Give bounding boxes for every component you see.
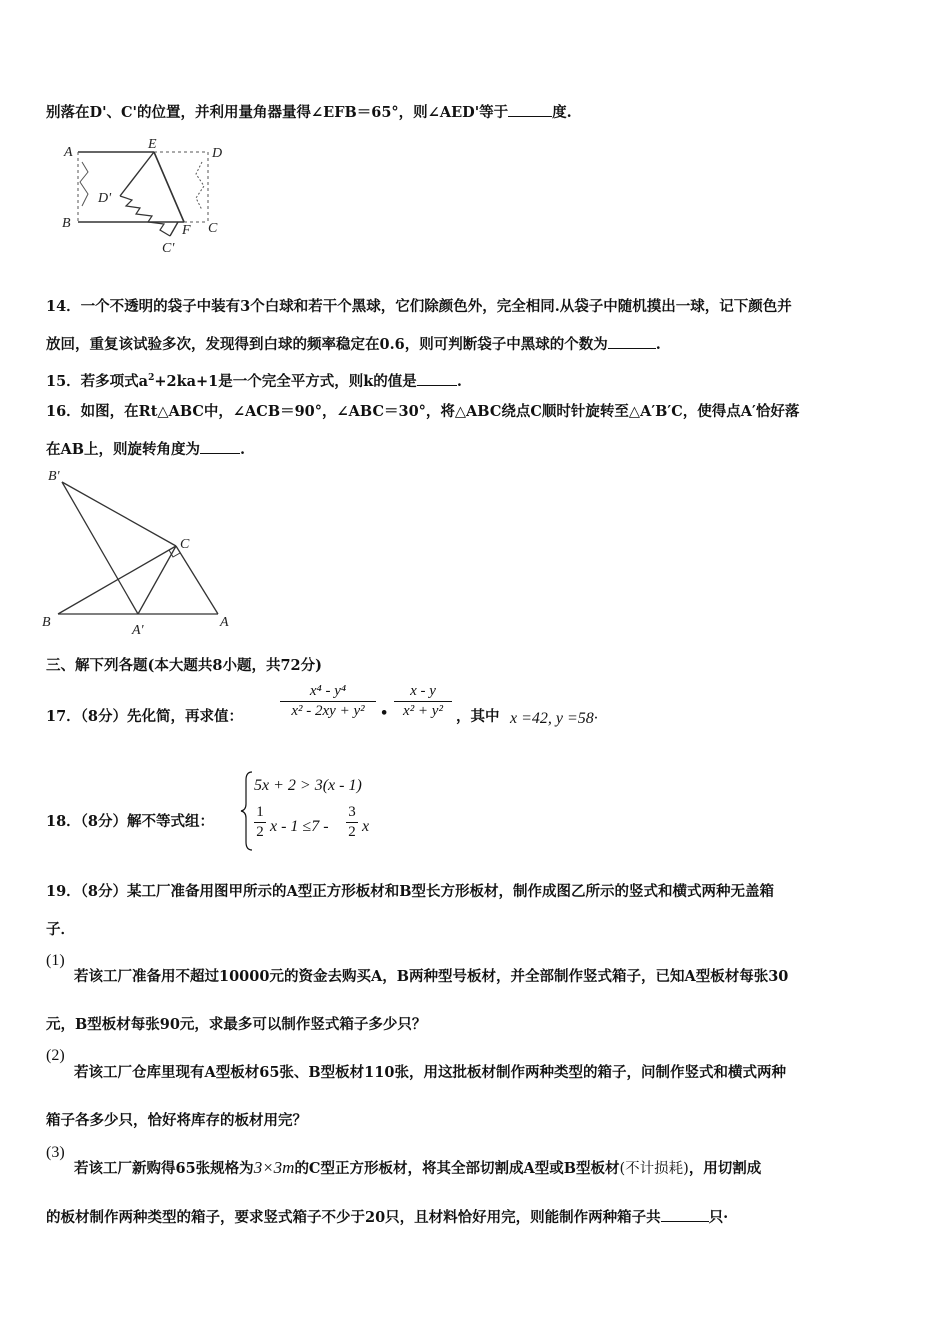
- q17-fraction-2: [394, 683, 452, 720]
- section-3-heading: 三、解下列各题(本大题共8小题，共72分): [46, 657, 322, 674]
- q19-part1-line2: 元，B型板材每张90元，求最多可以制作竖式箱子多少只？: [46, 1016, 427, 1033]
- q14-blank: [608, 334, 656, 349]
- q19-part1-number: (1): [46, 952, 65, 969]
- q19-p3-line2-text: 的板材制作两种类型的箱子，要求竖式箱子不少于20只，且材料恰好用完，则能制作两种箱子共: [46, 1209, 661, 1226]
- q18-inequality-1: 5x + 2 > 3(x - 1): [254, 777, 362, 794]
- q18-inequality-2: x - 1 ≤7 -: [270, 818, 329, 835]
- q17-fraction-1: [280, 683, 376, 720]
- q16-text: 在AB上，则旋转角度为: [46, 441, 201, 458]
- fig13-label-C: C: [208, 221, 218, 236]
- q19-part3-line1: [74, 1158, 761, 1179]
- figure-13: [56, 136, 236, 256]
- q17-mid: ，其中: [456, 708, 500, 725]
- q18-pre: 18．（8分）解不等式组：: [46, 813, 215, 830]
- q15-line: [46, 368, 462, 392]
- q17-f2-bar: [394, 701, 452, 702]
- q19-part3-number: (3): [46, 1144, 65, 1161]
- q19-p3-post: ，用切割成: [688, 1160, 762, 1177]
- fig16-label-B: B: [42, 615, 51, 630]
- q17-f1-denominator: x² - 2xy + y²: [291, 703, 365, 719]
- q14-end: .: [655, 336, 661, 353]
- q13-blank: [508, 102, 552, 117]
- fig16-label-A: A: [220, 615, 229, 630]
- q19-part1-line1: 若该工厂准备用不超过10000元的资金去购买A，B两种型号板材，并全部制作竖式箱子，已知A型板材每张30: [74, 968, 789, 985]
- q18-half-num: 1: [256, 804, 264, 820]
- q19-p3-paren: (不计损耗): [619, 1161, 689, 1177]
- q16-blank: [200, 439, 240, 454]
- q15-pre: 15．若多项式a: [46, 372, 149, 390]
- q19-part2-number: (2): [46, 1047, 65, 1064]
- q17-pre: 17．（8分）先化简，再求值：: [46, 708, 244, 725]
- q17-dot: •: [380, 706, 389, 721]
- q17-f2-denominator: x² + y²: [403, 703, 443, 719]
- q19-line2: 子．: [46, 921, 75, 938]
- q19-p3-blank: [661, 1207, 709, 1222]
- q19-line1: 19．（8分）某工厂准备用图甲所示的A型正方形板材和B型长方形板材，制作成图乙所示的竖式和横式两种无盖箱: [46, 883, 775, 900]
- q17-condition: x =42, y =58·: [510, 710, 598, 727]
- q13-unit: 度.: [552, 104, 572, 121]
- q15-sup: 2: [148, 373, 155, 383]
- q18-half-fraction: [254, 804, 266, 841]
- q19-part2-line2: 箱子各多少只，恰好将库存的板材用完？: [46, 1112, 307, 1129]
- q14-text: 放回，重复该试验多次，发现得到白球的频率稳定在0.6，则可判断袋子中黑球的个数为: [46, 336, 608, 353]
- q17-f1-numerator: x⁴ - y⁴: [309, 683, 347, 699]
- q16-end: .: [240, 441, 246, 458]
- q16-line1: 16．如图，在Rt△ABC中，∠ACB＝90°，∠ABC＝30°，将△ABC绕点C顺时针旋转至△A′B′C，使得点A′恰好落: [46, 403, 800, 420]
- fig13-label-A: A: [64, 145, 73, 160]
- q19-p3-pre: 若该工厂新购得65张规格为: [74, 1160, 254, 1177]
- q17-f1-bar: [280, 701, 376, 702]
- q13-line: [46, 102, 572, 123]
- q18-three-den: 2: [348, 824, 356, 840]
- q19-part3-line2: [46, 1207, 728, 1228]
- q18-three-num: 3: [348, 804, 356, 820]
- q19-p3-dimension: 3×3m: [253, 1158, 295, 1177]
- q15-post: +2ka+1是一个完全平方式，则k的值是: [154, 372, 417, 390]
- q17-f2-numerator: x - y: [410, 683, 436, 699]
- fig13-label-Dp: D': [98, 191, 112, 206]
- q18-three-bar: [346, 822, 358, 823]
- q18-three-halves-fraction: [346, 804, 358, 841]
- fig16-label-C: C: [180, 537, 190, 552]
- q18-inequality-2-end: x: [362, 818, 370, 835]
- fig13-label-E: E: [148, 137, 157, 152]
- q16-line2: [46, 439, 245, 460]
- q19-part2-line1: 若该工厂仓库里现有A型板材65张、B型板材110张，用这批板材制作两种类型的箱子，问制作竖式和横式两种: [74, 1064, 786, 1081]
- q18-brace: [240, 770, 254, 852]
- q14-line1: 14．一个不透明的袋子中装有3个白球和若干个黑球，它们除颜色外，完全相同.从袋子中随机摸出一球，记下颜色并: [46, 298, 792, 315]
- q15-end: .: [456, 372, 462, 390]
- q18-half-bar: [254, 822, 266, 823]
- figure-16: [40, 464, 240, 636]
- fig16-label-Bp: B': [48, 469, 60, 484]
- q19-p3-mid: 的C型正方形板材，将其全部切割成A型或B型板材: [294, 1160, 620, 1177]
- fig13-label-F: F: [182, 223, 191, 238]
- q15-blank: [417, 371, 457, 386]
- fig13-label-D: D: [212, 146, 223, 161]
- q19-p3-end: 只·: [708, 1209, 729, 1226]
- fig13-label-Cp: C': [162, 241, 175, 256]
- fig16-label-Ap: A': [132, 623, 144, 636]
- q18-half-den: 2: [256, 824, 264, 840]
- q14-line2: [46, 334, 661, 355]
- q13-text: 别落在D'、C'的位置，并利用量角器量得∠EFB＝65°，则∠AED'等于: [46, 104, 509, 121]
- fig13-label-B: B: [62, 216, 71, 231]
